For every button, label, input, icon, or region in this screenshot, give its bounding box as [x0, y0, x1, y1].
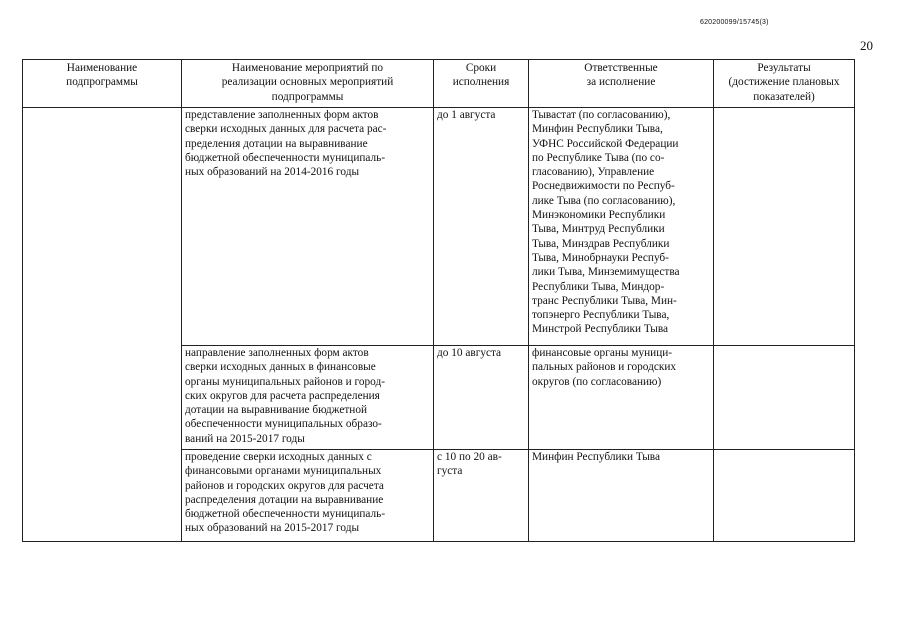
header-deadlines: Сроки исполнения	[434, 60, 529, 108]
result-cell	[714, 108, 855, 346]
table-row	[23, 108, 855, 346]
responsible-cell: Минфин Республики Тыва	[529, 450, 714, 542]
activity-cell: направление заполненных форм актов сверки исходных данных в финансовые органы муниципальных районов и город- ских округов для расчета распределения дотации на выравнивание бюджетной обеспеченности муниципальных образо- ваний на 2015-2017 годы	[182, 346, 434, 450]
deadline-cell: с 10 по 20 ав- густа	[434, 450, 529, 542]
responsible-cell: Тывастат (по согласованию), Минфин Республики Тыва, УФНС Российской Федерации по Республике Тыва (по со- гласованию), Управление Роснедвижимости по Респуб- лике Тыва (по согласованию), Минэкономики Республики Тыва, Минтруд Республики Тыва, Минздрав Республики Тыва, Минобрнауки Респуб- лики Тыва, Минземимущества Республики Тыва, Миндор- транс Республики Тыва, Мин- топэнерго Республики Тыва, Минстрой Республики Тыва	[529, 108, 714, 346]
result-cell	[714, 346, 855, 450]
header-subprogram: Наименование подпрограммы	[23, 60, 182, 108]
deadline-cell: до 10 августа	[434, 346, 529, 450]
header-results: Результаты (достижение плановых показателей)	[714, 60, 855, 108]
activity-cell: представление заполненных форм актов сверки исходных данных для расчета рас- пределения дотации на выравнивание бюджетной обеспеченности муниципаль- ных образований на 2014-2016 годы	[182, 108, 434, 346]
responsible-cell: финансовые органы муници- пальных районов и городских округов (по согласованию)	[529, 346, 714, 450]
activities-table	[22, 59, 855, 542]
page-number: 20	[860, 38, 873, 53]
result-cell	[714, 450, 855, 542]
activity-cell: проведение сверки исходных данных с финансовыми органами муниципальных районов и городских округов для расчета распределения дотации на выравнивание бюджетной обеспеченности муниципаль- ных образований на 2015-2017 годы	[182, 450, 434, 542]
header-responsible: Ответственные за исполнение	[529, 60, 714, 108]
header-activities: Наименование мероприятий по реализации основных мероприятий подпрограммы	[182, 60, 434, 108]
subprogram-cell	[23, 108, 182, 542]
table-header-row	[23, 60, 855, 108]
document-id: 620200099/15745(3)	[700, 19, 769, 26]
deadline-cell: до 1 августа	[434, 108, 529, 346]
